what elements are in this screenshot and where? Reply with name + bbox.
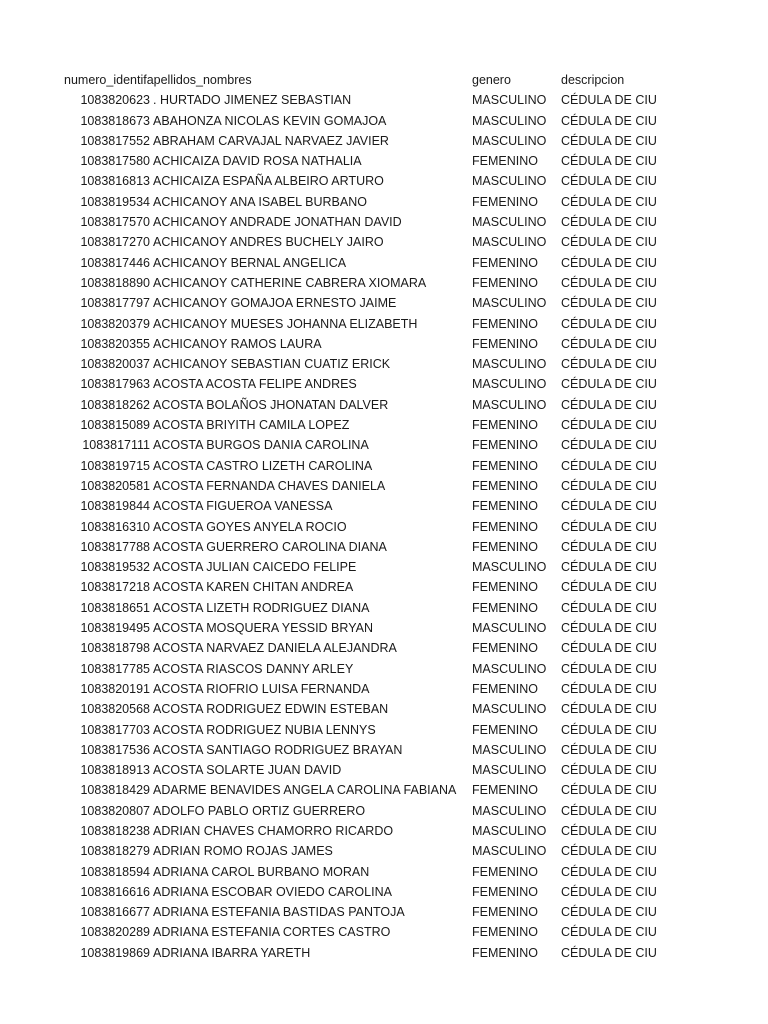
cell-apellidos-nombres: ADARME BENAVIDES ANGELA CAROLINA FABIANA (153, 783, 457, 798)
cell-numero-identificacion: 1083817580 (80, 154, 150, 169)
cell-descripcion: CÉDULA DE CIU (561, 783, 657, 798)
table-row (0, 638, 768, 658)
table-row (0, 151, 768, 171)
cell-genero: FEMENINO (472, 255, 538, 270)
table-header-row (0, 70, 768, 90)
cell-genero: FEMENINO (472, 275, 538, 290)
cell-apellidos-nombres: ACHICAIZA ESPAÑA ALBEIRO ARTURO (153, 174, 384, 189)
cell-numero-identificacion: 1083820289 (80, 925, 150, 940)
cell-genero: FEMENINO (472, 539, 538, 554)
cell-apellidos-nombres: ACOSTA GUERRERO CAROLINA DIANA (153, 539, 387, 554)
cell-apellidos-nombres: ACOSTA ACOSTA FELIPE ANDRES (153, 377, 357, 392)
table-row (0, 821, 768, 841)
table-row (0, 659, 768, 679)
table-row (0, 476, 768, 496)
cell-apellidos-nombres: ACHICANOY MUESES JOHANNA ELIZABETH (153, 316, 418, 331)
cell-apellidos-nombres: ACOSTA RIOFRIO LUISA FERNANDA (153, 681, 370, 696)
table-row (0, 415, 768, 435)
cell-numero-identificacion: 1083819844 (80, 499, 150, 514)
cell-apellidos-nombres: ACHICANOY SEBASTIAN CUATIZ ERICK (153, 357, 391, 372)
table-row (0, 679, 768, 699)
cell-numero-identificacion: 1083818673 (80, 113, 150, 128)
cell-genero: MASCULINO (472, 397, 547, 412)
cell-apellidos-nombres: ACOSTA JULIAN CAICEDO FELIPE (153, 560, 357, 575)
table-row (0, 111, 768, 131)
cell-descripcion: CÉDULA DE CIU (561, 539, 657, 554)
cell-apellidos-nombres: ACHICANOY BERNAL ANGELICA (153, 255, 347, 270)
cell-numero-identificacion: 1083817446 (80, 255, 150, 270)
cell-genero: MASCULINO (472, 357, 547, 372)
cell-genero: FEMENINO (472, 580, 538, 595)
cell-genero: MASCULINO (472, 621, 547, 636)
table-row (0, 943, 768, 963)
cell-numero-identificacion: 1083817270 (80, 235, 150, 250)
cell-descripcion: CÉDULA DE CIU (561, 641, 657, 656)
table-row (0, 537, 768, 557)
cell-genero: MASCULINO (472, 844, 547, 859)
table-row (0, 598, 768, 618)
cell-apellidos-nombres: ACOSTA CASTRO LIZETH CAROLINA (153, 458, 373, 473)
cell-numero-identificacion: 1083817218 (80, 580, 150, 595)
cell-apellidos-nombres: ABAHONZA NICOLAS KEVIN GOMAJOA (153, 113, 387, 128)
cell-numero-identificacion: 1083819495 (80, 621, 150, 636)
cell-descripcion: CÉDULA DE CIU (561, 905, 657, 920)
cell-numero-identificacion: 1083817570 (80, 215, 150, 230)
cell-genero: FEMENINO (472, 864, 538, 879)
cell-genero: MASCULINO (472, 742, 547, 757)
table-row (0, 273, 768, 293)
cell-genero: FEMENINO (472, 722, 538, 737)
table-row (0, 192, 768, 212)
cell-apellidos-nombres: ACHICANOY CATHERINE CABRERA XIOMARA (153, 275, 427, 290)
cell-apellidos-nombres: ADRIAN ROMO ROJAS JAMES (153, 844, 333, 859)
cell-apellidos-nombres: ADRIANA ESCOBAR OVIEDO CAROLINA (153, 884, 392, 899)
cell-genero: MASCULINO (472, 763, 547, 778)
header-descripcion: descripcion (561, 73, 625, 87)
cell-descripcion: CÉDULA DE CIU (561, 742, 657, 757)
cell-numero-identificacion: 1083817797 (80, 296, 150, 311)
cell-genero: FEMENINO (472, 945, 538, 960)
cell-descripcion: CÉDULA DE CIU (561, 763, 657, 778)
table-row (0, 131, 768, 151)
cell-numero-identificacion: 1083816813 (80, 174, 150, 189)
table-row (0, 699, 768, 719)
cell-descripcion: CÉDULA DE CIU (561, 661, 657, 676)
cell-genero: FEMENINO (472, 783, 538, 798)
cell-numero-identificacion: 1083820623 (80, 93, 150, 108)
cell-genero: FEMENINO (472, 600, 538, 615)
cell-descripcion: CÉDULA DE CIU (561, 702, 657, 717)
cell-numero-identificacion: 1083819534 (80, 194, 150, 209)
cell-genero: MASCULINO (472, 560, 547, 575)
table-row (0, 171, 768, 191)
cell-numero-identificacion: 1083815089 (80, 418, 150, 433)
table-row (0, 212, 768, 232)
cell-apellidos-nombres: ACOSTA SOLARTE JUAN DAVID (153, 763, 342, 778)
header-numero-apellidos: numero_identifapellidos_nombres (64, 73, 252, 87)
table-row (0, 780, 768, 800)
spreadsheet-table (0, 70, 768, 963)
table-row (0, 395, 768, 415)
cell-descripcion: CÉDULA DE CIU (561, 255, 657, 270)
cell-apellidos-nombres: ACHICAIZA DAVID ROSA NATHALIA (153, 154, 362, 169)
cell-numero-identificacion: 1083818262 (80, 397, 150, 412)
cell-apellidos-nombres: ACOSTA FIGUEROA VANESSA (153, 499, 333, 514)
cell-descripcion: CÉDULA DE CIU (561, 945, 657, 960)
cell-genero: FEMENINO (472, 478, 538, 493)
cell-genero: FEMENINO (472, 154, 538, 169)
cell-genero: MASCULINO (472, 174, 547, 189)
cell-apellidos-nombres: ACOSTA BOLAÑOS JHONATAN DALVER (153, 397, 389, 412)
table-row (0, 517, 768, 537)
cell-genero: MASCULINO (472, 823, 547, 838)
cell-genero: FEMENINO (472, 641, 538, 656)
cell-descripcion: CÉDULA DE CIU (561, 458, 657, 473)
cell-numero-identificacion: 1083817703 (80, 722, 150, 737)
cell-descripcion: CÉDULA DE CIU (561, 275, 657, 290)
cell-apellidos-nombres: ACHICANOY RAMOS LAURA (153, 336, 322, 351)
cell-numero-identificacion: 1083820807 (80, 803, 150, 818)
cell-genero: FEMENINO (472, 499, 538, 514)
cell-descripcion: CÉDULA DE CIU (561, 864, 657, 879)
cell-apellidos-nombres: ACOSTA SANTIAGO RODRIGUEZ BRAYAN (153, 742, 403, 757)
cell-genero: MASCULINO (472, 803, 547, 818)
cell-apellidos-nombres: ACOSTA NARVAEZ DANIELA ALEJANDRA (153, 641, 397, 656)
table-row (0, 90, 768, 110)
cell-genero: MASCULINO (472, 93, 547, 108)
cell-apellidos-nombres: ADRIANA IBARRA YARETH (153, 945, 311, 960)
cell-numero-identificacion: 1083818798 (80, 641, 150, 656)
cell-apellidos-nombres: ACOSTA RODRIGUEZ EDWIN ESTEBAN (153, 702, 389, 717)
cell-genero: FEMENINO (472, 336, 538, 351)
cell-descripcion: CÉDULA DE CIU (561, 194, 657, 209)
cell-apellidos-nombres: ACHICANOY ANDRADE JONATHAN DAVID (153, 215, 402, 230)
cell-apellidos-nombres: ADRIANA ESTEFANIA BASTIDAS PANTOJA (153, 905, 405, 920)
table-row (0, 618, 768, 638)
table-row (0, 354, 768, 374)
cell-genero: FEMENINO (472, 316, 538, 331)
cell-numero-identificacion: 1083820568 (80, 702, 150, 717)
table-row (0, 334, 768, 354)
cell-apellidos-nombres: ACOSTA MOSQUERA YESSID BRYAN (153, 621, 373, 636)
header-genero: genero (472, 73, 511, 87)
cell-descripcion: CÉDULA DE CIU (561, 418, 657, 433)
cell-descripcion: CÉDULA DE CIU (561, 499, 657, 514)
table-row (0, 557, 768, 577)
cell-genero: MASCULINO (472, 661, 547, 676)
cell-descripcion: CÉDULA DE CIU (561, 621, 657, 636)
cell-numero-identificacion: 1083817552 (80, 133, 150, 148)
cell-numero-identificacion: 1083819869 (80, 945, 150, 960)
cell-numero-identificacion: 1083817536 (80, 742, 150, 757)
cell-descripcion: CÉDULA DE CIU (561, 803, 657, 818)
cell-descripcion: CÉDULA DE CIU (561, 235, 657, 250)
cell-numero-identificacion: 1083817785 (80, 661, 150, 676)
cell-descripcion: CÉDULA DE CIU (561, 438, 657, 453)
cell-genero: MASCULINO (472, 296, 547, 311)
cell-numero-identificacion: 1083817111 (82, 438, 150, 453)
table-row (0, 760, 768, 780)
table-row (0, 740, 768, 760)
cell-numero-identificacion: 1083820581 (80, 478, 150, 493)
cell-genero: FEMENINO (472, 681, 538, 696)
cell-genero: FEMENINO (472, 438, 538, 453)
cell-apellidos-nombres: ADRIANA ESTEFANIA CORTES CASTRO (153, 925, 391, 940)
cell-descripcion: CÉDULA DE CIU (561, 823, 657, 838)
cell-descripcion: CÉDULA DE CIU (561, 600, 657, 615)
cell-apellidos-nombres: ACHICANOY GOMAJOA ERNESTO JAIME (153, 296, 397, 311)
cell-genero: MASCULINO (472, 133, 547, 148)
cell-descripcion: CÉDULA DE CIU (561, 580, 657, 595)
cell-descripcion: CÉDULA DE CIU (561, 722, 657, 737)
cell-numero-identificacion: 1083816310 (80, 519, 150, 534)
table-row (0, 496, 768, 516)
table-row (0, 862, 768, 882)
cell-descripcion: CÉDULA DE CIU (561, 133, 657, 148)
cell-numero-identificacion: 1083818651 (80, 600, 150, 615)
table-row (0, 232, 768, 252)
cell-descripcion: CÉDULA DE CIU (561, 925, 657, 940)
cell-apellidos-nombres: ACOSTA KAREN CHITAN ANDREA (153, 580, 354, 595)
cell-genero: MASCULINO (472, 702, 547, 717)
cell-genero: MASCULINO (472, 377, 547, 392)
cell-numero-identificacion: 1083817788 (80, 539, 150, 554)
table-row (0, 801, 768, 821)
cell-apellidos-nombres: ACOSTA RIASCOS DANNY ARLEY (153, 661, 354, 676)
table-row (0, 253, 768, 273)
table-row (0, 841, 768, 861)
table-row (0, 293, 768, 313)
cell-numero-identificacion: 1083818913 (80, 763, 150, 778)
cell-descripcion: CÉDULA DE CIU (561, 397, 657, 412)
cell-numero-identificacion: 1083819715 (80, 458, 150, 473)
cell-descripcion: CÉDULA DE CIU (561, 296, 657, 311)
table-row (0, 456, 768, 476)
cell-descripcion: CÉDULA DE CIU (561, 357, 657, 372)
cell-numero-identificacion: 1083820037 (80, 357, 150, 372)
table-row (0, 435, 768, 455)
table-row (0, 902, 768, 922)
cell-apellidos-nombres: ACHICANOY ANA ISABEL BURBANO (153, 194, 367, 209)
cell-apellidos-nombres: ACHICANOY ANDRES BUCHELY JAIRO (153, 235, 384, 250)
cell-apellidos-nombres: ACOSTA GOYES ANYELA ROCIO (153, 519, 347, 534)
cell-numero-identificacion: 1083817963 (80, 377, 150, 392)
cell-descripcion: CÉDULA DE CIU (561, 154, 657, 169)
cell-genero: MASCULINO (472, 235, 547, 250)
cell-apellidos-nombres: . HURTADO JIMENEZ SEBASTIAN (153, 93, 352, 108)
table-row (0, 314, 768, 334)
cell-apellidos-nombres: ACOSTA FERNANDA CHAVES DANIELA (153, 478, 386, 493)
cell-numero-identificacion: 1083816616 (80, 884, 150, 899)
cell-numero-identificacion: 1083818238 (80, 823, 150, 838)
table-row (0, 922, 768, 942)
cell-apellidos-nombres: ADRIANA CAROL BURBANO MORAN (153, 864, 370, 879)
cell-descripcion: CÉDULA DE CIU (561, 215, 657, 230)
cell-genero: FEMENINO (472, 925, 538, 940)
cell-descripcion: CÉDULA DE CIU (561, 519, 657, 534)
cell-descripcion: CÉDULA DE CIU (561, 316, 657, 331)
cell-descripcion: CÉDULA DE CIU (561, 844, 657, 859)
cell-genero: FEMENINO (472, 884, 538, 899)
cell-descripcion: CÉDULA DE CIU (561, 174, 657, 189)
cell-numero-identificacion: 1083818429 (80, 783, 150, 798)
cell-genero: FEMENINO (472, 458, 538, 473)
cell-genero: FEMENINO (472, 519, 538, 534)
cell-numero-identificacion: 1083818594 (80, 864, 150, 879)
table-row (0, 882, 768, 902)
cell-numero-identificacion: 1083816677 (80, 905, 150, 920)
cell-apellidos-nombres: ACOSTA BRIYITH CAMILA LOPEZ (153, 418, 350, 433)
table-row (0, 374, 768, 394)
cell-apellidos-nombres: ACOSTA RODRIGUEZ NUBIA LENNYS (153, 722, 376, 737)
cell-apellidos-nombres: ADRIAN CHAVES CHAMORRO RICARDO (153, 823, 394, 838)
cell-descripcion: CÉDULA DE CIU (561, 560, 657, 575)
cell-descripcion: CÉDULA DE CIU (561, 478, 657, 493)
cell-genero: FEMENINO (472, 418, 538, 433)
cell-genero: FEMENINO (472, 905, 538, 920)
cell-genero: MASCULINO (472, 215, 547, 230)
cell-apellidos-nombres: ABRAHAM CARVAJAL NARVAEZ JAVIER (153, 133, 389, 148)
cell-descripcion: CÉDULA DE CIU (561, 336, 657, 351)
cell-genero: FEMENINO (472, 194, 538, 209)
cell-genero: MASCULINO (472, 113, 547, 128)
cell-descripcion: CÉDULA DE CIU (561, 681, 657, 696)
cell-numero-identificacion: 1083820355 (80, 336, 150, 351)
cell-numero-identificacion: 1083819532 (80, 560, 150, 575)
cell-numero-identificacion: 1083820379 (80, 316, 150, 331)
cell-numero-identificacion: 1083818890 (80, 275, 150, 290)
table-row (0, 577, 768, 597)
cell-numero-identificacion: 1083820191 (80, 681, 150, 696)
cell-apellidos-nombres: ADOLFO PABLO ORTIZ GUERRERO (153, 803, 366, 818)
cell-apellidos-nombres: ACOSTA BURGOS DANIA CAROLINA (153, 438, 369, 453)
cell-descripcion: CÉDULA DE CIU (561, 377, 657, 392)
table-row (0, 720, 768, 740)
cell-apellidos-nombres: ACOSTA LIZETH RODRIGUEZ DIANA (153, 600, 370, 615)
cell-descripcion: CÉDULA DE CIU (561, 93, 657, 108)
cell-descripcion: CÉDULA DE CIU (561, 113, 657, 128)
table-body (0, 90, 768, 963)
cell-descripcion: CÉDULA DE CIU (561, 884, 657, 899)
cell-numero-identificacion: 1083818279 (80, 844, 150, 859)
